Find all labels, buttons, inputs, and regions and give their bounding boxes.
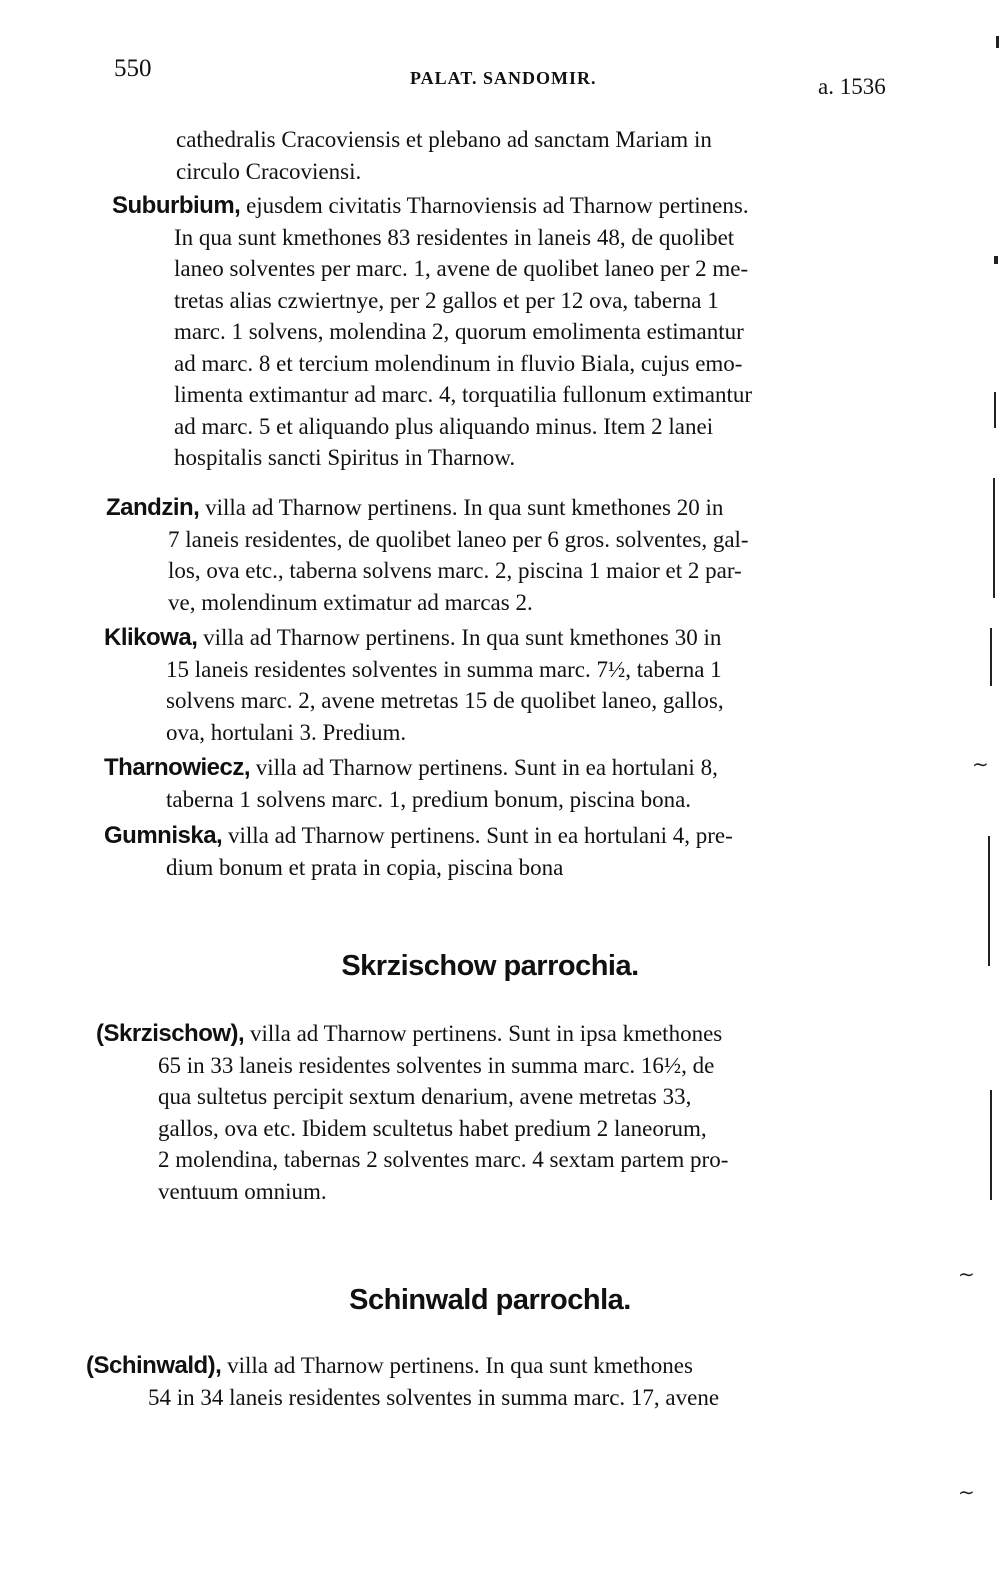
section-title-schinwald: Schinwald parrochla.	[349, 1284, 631, 1316]
entry-first-text: villa ad Tharnow pertinens. Sunt in ipsa kmethones	[244, 1021, 723, 1046]
text-line: ad marc. 5 et aliquando plus aliquando minus. Item 2 lanei	[174, 413, 714, 439]
text-line: ad marc. 8 et tercium molendinum in fluvio Biala, cujus emo-	[174, 350, 743, 376]
scan-edge-mark	[990, 1090, 992, 1200]
entry-first-text: villa ad Tharnow pertinens. In qua sunt kmethones 30 in	[197, 625, 722, 650]
entry-first-line	[104, 820, 894, 852]
entry-first-text: villa ad Tharnow pertinens. Sunt in ea hortulani 8,	[250, 755, 718, 780]
scan-edge-mark: ∼	[972, 752, 989, 776]
entry-first-line	[86, 1350, 876, 1382]
text-line: qua sultetus percipit sextum denarium, avene metretas 33,	[158, 1084, 692, 1109]
scan-edge-mark	[994, 256, 998, 264]
text-line: In qua sunt kmethones 83 residentes in laneis 48, de quolibet	[174, 224, 735, 250]
text-line: dium bonum et prata in copia, piscina bona	[166, 854, 564, 880]
text-line: limenta extimantur ad marc. 4, torquatilia fullonum extimantur	[174, 382, 753, 407]
entry-klikowa	[104, 622, 894, 748]
text-line: laneo solventes per marc. 1, avene de quolibet laneo per 2 me-	[174, 256, 749, 281]
text-line: solvens marc. 2, avene metretas 15 de quolibet laneo, gallos,	[166, 688, 724, 713]
text-line: 7 laneis residentes, de quolibet laneo per 6 gros. solventes, gal-	[168, 526, 749, 552]
text-line: hospitalis sancti Spiritus in Tharnow.	[174, 445, 516, 470]
entry-skrzischow	[96, 1018, 886, 1207]
entry-first-text: villa ad Tharnow pertinens. In qua sunt kmethones 20 in	[199, 495, 724, 520]
text-line: los, ova etc., taberna solvens marc. 2, piscina 1 maior et 2 par-	[168, 558, 742, 583]
entry-heading: Suburbium,	[112, 192, 241, 219]
text-line: 2 molendina, tabernas 2 solventes marc. 4 sextam partem pro-	[158, 1147, 729, 1172]
entry-gumniska	[104, 820, 894, 883]
scan-edge-mark	[988, 836, 990, 966]
entry-heading: Klikowa,	[104, 624, 198, 651]
text-line: gallos, ova etc. Ibidem scultetus habet predium 2 laneorum,	[158, 1115, 707, 1141]
text-line: circulo Cracoviensi.	[176, 158, 362, 184]
entry-first-text: villa ad Tharnow pertinens. Sunt in ea hortulani 4, pre-	[222, 823, 733, 848]
entry-heading: Zandzin,	[106, 494, 200, 521]
text-line: 15 laneis residentes solventes in summa marc. 7½, taberna 1	[166, 656, 722, 682]
entry-tharnowiecz	[104, 752, 894, 815]
text-line: 54 in 34 laneis residentes solventes in summa marc. 17, avene	[148, 1384, 720, 1410]
entry-first-line	[106, 492, 896, 524]
scan-edge-mark: ∼	[958, 1480, 975, 1504]
entry-suburbium	[112, 190, 912, 474]
continuation-paragraph	[176, 124, 966, 187]
page-number: 550	[114, 55, 152, 82]
entry-first-line	[96, 1018, 886, 1050]
text-line: ve, molendinum extimatur ad marcas 2.	[168, 589, 533, 615]
text-line: marc. 1 solvens, molendina 2, quorum emolimenta estimantur	[174, 319, 744, 344]
scan-edge-mark	[993, 478, 995, 598]
entry-first-line	[112, 190, 912, 222]
scan-edge-mark: ∼	[958, 1262, 975, 1286]
scan-edge-mark	[990, 628, 992, 686]
text-line: taberna 1 solvens marc. 1, predium bonum, piscina bona.	[166, 786, 692, 812]
entry-schinwald	[86, 1350, 876, 1413]
text-line: tretas alias czwiertnye, per 2 gallos et per 12 ova, taberna 1	[174, 287, 719, 313]
year-marker: a. 1536	[818, 74, 886, 99]
entry-heading: (Schinwald),	[86, 1352, 222, 1379]
entry-zandzin	[106, 492, 896, 618]
entry-first-line	[104, 752, 894, 784]
section-title-skrzischow: Skrzischow parrochia.	[341, 950, 639, 982]
entry-first-text: ejusdem civitatis Tharnoviensis ad Tharnow pertinens.	[240, 193, 749, 218]
scan-edge-mark	[996, 36, 999, 48]
text-line: cathedralis Cracoviensis et plebano ad sanctam Mariam in	[176, 127, 712, 152]
scan-edge-mark	[994, 392, 996, 428]
entry-heading: Tharnowiecz,	[104, 754, 251, 781]
entry-heading: (Skrzischow),	[96, 1020, 245, 1047]
entry-heading: Gumniska,	[104, 822, 223, 849]
running-title: PALAT. SANDOMIR.	[410, 68, 597, 88]
text-line: 65 in 33 laneis residentes solventes in summa marc. 16½, de	[158, 1052, 715, 1078]
text-line: ova, hortulani 3. Predium.	[166, 719, 407, 745]
entry-first-text: villa ad Tharnow pertinens. In qua sunt kmethones	[221, 1353, 693, 1378]
text-line: ventuum omnium.	[158, 1178, 327, 1204]
entry-first-line	[104, 622, 894, 654]
